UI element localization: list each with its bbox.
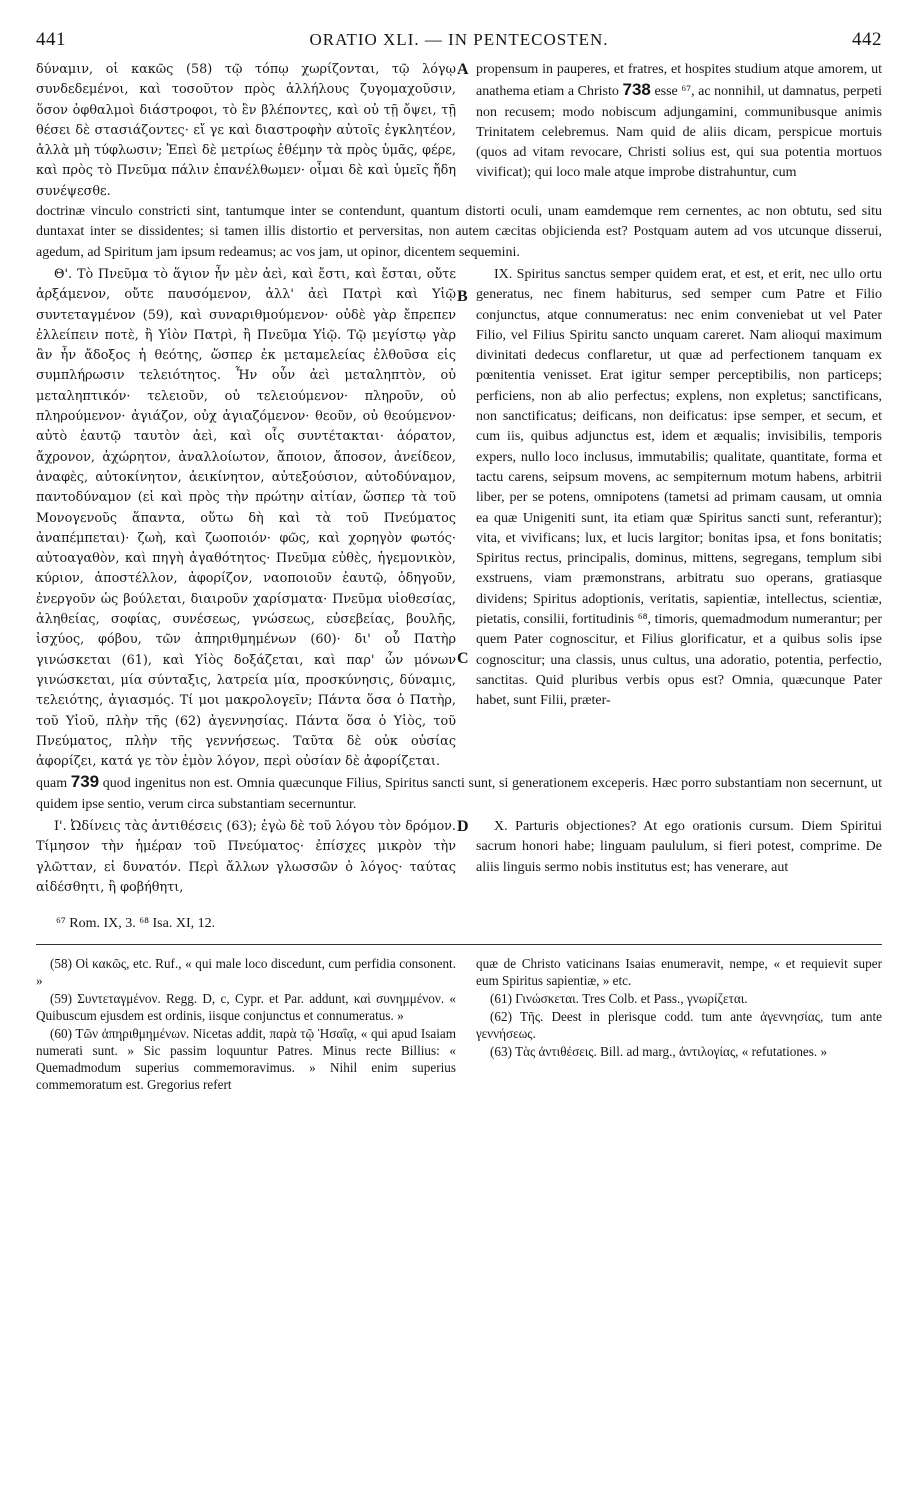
column-number: 738	[622, 80, 651, 100]
latin-text-part: propensum in pauperes, et fratres, et hospites studium atque amorem, ut anathema etiam a Christo	[476, 62, 882, 100]
footnote: (60) Τῶν ἀπηριθμημένων. Nicetas addit, παρὰ τῷ Ἡσαΐᾳ, « qui apud Isaiam numerati sunt. » Sic passim loquuntur Patres. Minus recte Billius: « Quemadmodum superius commemoravimus. » Nihil enim superius commemoratum est. Gregorius refert	[36, 1026, 456, 1093]
greek-column	[36, 817, 456, 898]
greek-column	[36, 265, 456, 772]
running-header	[36, 30, 882, 54]
latin-text: X. Parturis objectiones? At ego orationis cursum. Diem Spiritui sacrum honori habe; linguam paululum, si fieri potest, comprime. De aliis linguis sermo nobis institutus est; has venerare, aut	[476, 818, 882, 875]
latin-column	[476, 817, 882, 898]
footnote: (63) Τὰς ἀντιθέσεις. Bill. ad marg., ἀντιλογίας, « refutationes. »	[490, 1044, 828, 1060]
latin-text-part: quam	[36, 776, 68, 792]
right-page-number: 442	[852, 29, 882, 50]
full-width-latin	[36, 772, 882, 815]
section-block-1	[36, 60, 882, 202]
latin-text	[476, 60, 882, 184]
greek-text: δύναμιν, οἱ κακῶς (58) τῷ τόπῳ χωρίζονται, τῷ λόγῳ συνδεδεμένοι, καὶ τοσοῦτον πρὸς ἀλλήλους ζυγομαχοῦσιν, ὅσον ὀφθαλμοὶ διάστροφοι, τὸ ἓν βλέποντες, καὶ οὐ τῇ ὄψει, τῇ θέσει δὲ στασιάζοντες· εἴ γε καὶ διαστροφὴν αὐτοῖς ἐγκλητέον, ἀλλὰ μὴ τύφλωσιν; Ἐπεὶ δὲ μετρίως ἐθέμην τὰ πρὸς ὑμᾶς, φέρε, καὶ πρὸς τὸ Πνεῦμα πάλιν ἐπανέλθωμεν· οἶμαι δὲ καὶ ὑμεῖς ἤδη συνέψεσθε.	[36, 62, 456, 199]
footnote: (61) Γινώσκεται. Tres Colb. et Pass., γνωρίζεται.	[490, 991, 748, 1007]
left-page-number: 441	[36, 29, 66, 50]
latin-column	[476, 265, 882, 772]
latin-text-part: quod ingenitus non est. Omnia quæcunque Filius, Spiritus sancti sunt, si generationem exceperis. Hæc porro substantiam non secernunt, ut quidem ipse sentio, verum circa substantiam secernuntur.	[36, 776, 883, 812]
page	[36, 30, 882, 1094]
full-width-latin: doctrinæ vinculo constricti sint, tantumque inter se contendunt, quantum distorti oculi, unam eamdemque rem cernentes, ac non obtutu, sed situ duntaxat inter se dissidentes; si tamen illis distortio et perversitas, non autem cæcitas objicienda est? Postquam autem ad vos utcunque disserui, agedum, ad Spiritum jam ipsum redeamus; ac vos jam, ut opinor, dicentem sequemini.	[36, 204, 882, 260]
section-block-3	[36, 817, 882, 898]
footnote: quæ de Christo vaticinans Isaias enumeravit, nempe, « et requievit super eum Spiritus sapientiæ, » etc.	[476, 956, 882, 989]
greek-text: Ι'. Ὠδίνεις τὰς ἀντιθέσεις (63); ἐγὼ δὲ τοῦ λόγου τὸν δρόμον. Τίμησον τὴν ἡμέραν τοῦ Πνεύματος· ἐπίσχες μικρὸν τὴν γλῶτταν, εἰ δυνατόν. Περὶ ἄλλων γλωσσῶν ὁ λόγος· ταύτας αἰδέσθητι, ἢ φοβήθητι,	[36, 818, 456, 895]
margin-letter-d: D	[457, 817, 469, 835]
margin-letter-b: B	[457, 287, 468, 305]
notes-divider	[36, 944, 882, 945]
latin-text: IX. Spiritus sanctus semper quidem erat, et est, et erit, nec ullo ortu generatus, nec finem habiturus, sed semper cum Patre et Filio conjunctus, atque connumeratus: nec enim conveniebat ut vel Pater Filio, vel Filius Spiritu sancto unquam careret. Nam alioqui maximum divinitati dedecus conflaretur, ut quæ ad perfectionem tanquam ex pœnitentia venisset. Erat igitur semper perceptibilis, non particeps; perficiens, non ab alio perfectus; explens, non expletus; sanctificans, non sanctificatus; deificans, non deificatus: ipse semper, et secum, et cum iis, quibus adjunctus est, idem et æqualis; invisibilis, temporis expers, nullo loco inclusus, immutabilis; qualitate, quantitate, forma et tactu carens, seipsum movens, ac sempiternum motum habens, arbitrii liber, per se potens, omnipotens (tametsi ad primam causam, ut omnia ea quæ Unigeniti sunt, ita etiam quæ Spiritus sancti sunt, referantur); vita, et vivificans; lux, et lucis largitor; bonitas ipsa, et fons bonitatis; Spiritus rectus, principalis, dominus, mittens, segregans, templum sibi exstruens, viam præmonstrans, arbitratu suo operans, gratiasque dividens; Spiritus adoptionis, veritatis, sapientiæ, intellectus, scientiæ, pietatis, consilii, fortitudinis ⁶⁸, timoris, quemadmodum numerantur; per quem Pater cognoscitur, et Filius glorificatur, et a quibus solis ipse cognoscitur; una classis, unus cultus, una adoratio, potentia, perfectio, sanctitas. Quid pluribus verbis opus est? Omnia, quæcunque Pater habet, sunt Filii, præter-	[476, 266, 882, 709]
footnote: (62) Τῆς. Deest in plerisque codd. tum ante ἀγεννησίας, tum ante γεννήσεως.	[476, 1009, 882, 1042]
footnote: (58) Οἱ κακῶς, etc. Ruf., « qui male loco discedunt, cum perfidia consonent. »	[36, 956, 456, 989]
greek-text: Θ'. Τὸ Πνεῦμα τὸ ἅγιον ἦν μὲν ἀεὶ, καὶ ἔστι, καὶ ἔσται, οὔτε ἀρξάμενον, οὔτε παυσόμενον, ἀλλ' ἀεὶ Πατρὶ καὶ Υἱῷ συντεταγμένον (59), καὶ συναριθμούμενον· οὐδὲ γὰρ ἔπρεπεν ἐλλείπειν ποτὲ, ἢ Υἱὸν Πατρὶ, ἢ Πνεῦμα Υἱῷ. Τῷ μεγίστῳ γὰρ ἂν ἦν ἄδοξος ἡ θεότης, ὥσπερ ἐκ μεταμελείας ἐλθοῦσα εἰς συμπλήρωσιν τελειότητος. Ἦν οὖν ἀεὶ μεταληπτὸν, οὐ μεταληπτικόν· τελειοῦν, οὐ τελειούμενον· πληροῦν, οὐ πληρούμενον· ἁγιάζον, οὐχ ἁγιαζόμενον· θεοῦν, οὐ θεούμενον· αὐτὸ ἑαυτῷ ταυτὸν ἀεὶ, καὶ οἷς συντέτακται· ἀόρατον, ἄχρονον, ἀχώρητον, ἀναλλοίωτον, ἄποιον, ἄποσον, ἀνείδεον, ἀναφὲς, αὐτοκίνητον, ἀεικίνητον, αὐτεξούσιον, αὐτοδύναμον, παντοδύναμον (εἰ καὶ πρὸς τὴν πρώτην αἰτίαν, ὥσπερ τὰ τοῦ Μονογενοῦς ἅπαντα, οὕτω δὴ καὶ τὰ τοῦ Πνεύματος ἀναπέμπεται)· ζωὴ, καὶ ζωοποιόν· φῶς, καὶ χορηγὸν φωτός· αὐτοαγαθὸν, καὶ πηγὴ ἀγαθότητος· Πνεῦμα εὐθὲς, ἡγεμονικὸν, κύριον, ἀποστέλλον, ἀφορίζον, ναοποιοῦν ἑαυτῷ, ὁδηγοῦν, ἐνεργοῦν ὡς βούλεται, διαιροῦν χαρίσματα· Πνεῦμα υἱοθεσίας, ἀληθείας, σοφίας, συνέσεως, γνώσεως, εὐσεβείας, βουλῆς, ἰσχύος, φόβου, τῶν ἀπηριθμημένων (60)· δι' οὗ Πατὴρ γινώσκεται (61), καὶ Υἱὸς δοξάζεται, καὶ παρ' ὧν μόνων γινώσκεται, μία σύνταξις, λατρεία μία, προσκύνησις, δύναμις, τελειότης, ἁγιασμός. Τί μοι μακρολογεῖν; Πάντα ὅσα ὁ Πατὴρ, τοῦ Υἱοῦ, πλὴν τῆς (62) ἀγεννησίας. Πάντα ὅσα ὁ Υἱὸς, τοῦ Πνεύματος, πλὴν τῆς γεννήσεως. Ταῦτα δὲ οὐκ οὐσίας ἀφορίζει, κατά γε τὸν ἐμὸν λόγον, περὶ οὐσίαν δὲ ἀφορίζεται.	[36, 266, 456, 770]
margin-letter-c: C	[457, 649, 469, 667]
latin-text-part: esse ⁶⁷, ac nonnihil, ut damnatus, perpeti non recusem; modo nobiscum adjungamini, communibusque animis Trinitatem celebremus. Nam quid de aliis dicam, perspicue mortuis (quos ad vitam revocare, Christi solius est, qui sua potentia mortuos vivificat); qui loco male atque improbe distrahuntur, cum	[476, 84, 882, 181]
footnotes-left-column	[36, 955, 456, 1094]
footnote: (59) Συντεταγμένον. Regg. D, c, Cypr. et Par. addunt, καὶ συνημμένον. « Quibuscum ejusdem est ordinis, iisque conjunctus et connumeratus. »	[36, 991, 456, 1024]
margin-letter-a: A	[457, 61, 469, 78]
footnotes	[36, 955, 882, 1094]
greek-column	[36, 60, 456, 202]
latin-column	[476, 60, 882, 202]
footnotes-right-column	[476, 955, 882, 1094]
section-block-2	[36, 265, 882, 772]
column-number: 739	[70, 772, 100, 792]
scripture-references: ⁶⁷ Rom. IX, 3. ⁶⁸ Isa. XI, 12.	[56, 916, 216, 932]
running-title: ORATIO XLI. — IN PENTECOSTEN.	[309, 30, 609, 49]
